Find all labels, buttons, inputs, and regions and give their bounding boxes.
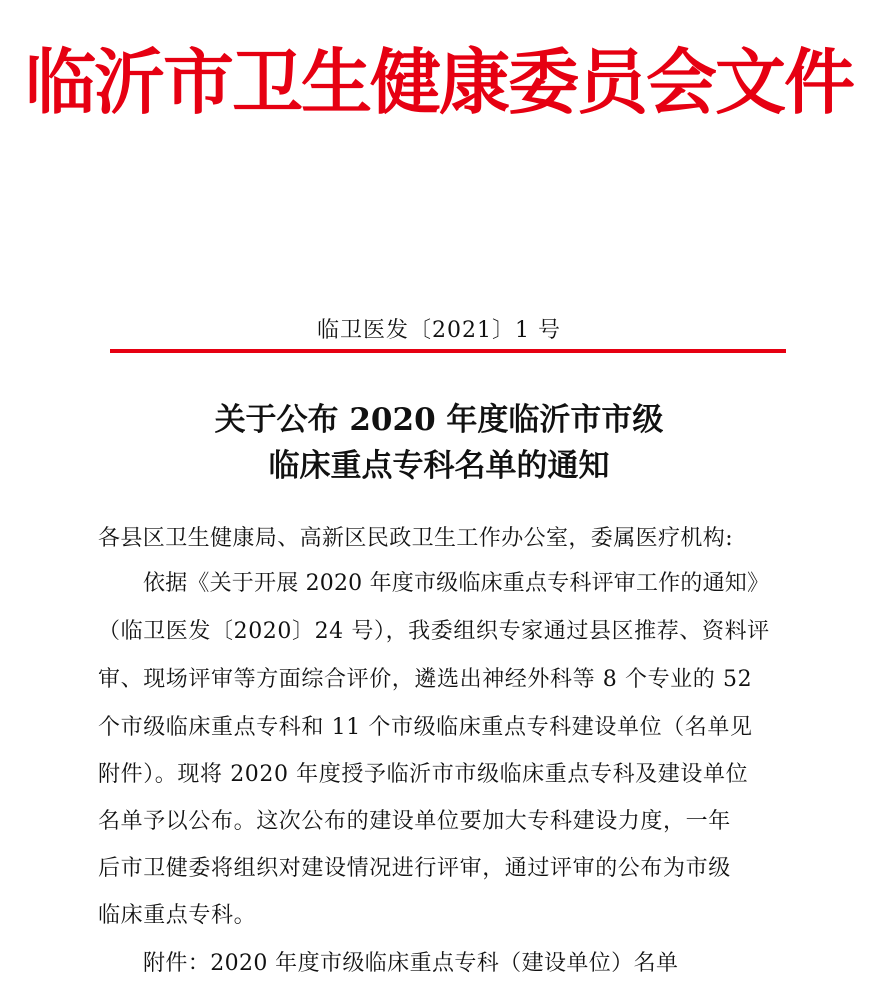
paragraph-line: 后市卫健委将组织对建设情况进行评审，通过评审的公布为市级 [98,856,731,881]
paragraph-line: （临卫医发〔2020〕24 号），我委组织专家通过县区推荐、资料评 [98,619,770,644]
paragraph-line: 个市级临床重点专科和 11 个市级临床重点专科建设单位（名单见 [98,715,753,740]
paragraph-line: 名单予以公布。这次公布的建设单位要加大专科建设力度，一年 [98,809,731,834]
document-number: 临卫医发〔2021〕1 号 [317,318,561,343]
document-header-title: 临沂市卫生健康委员会文件 [24,40,853,124]
salutation: 各县区卫生健康局、高新区民政卫生工作办公室，委属医疗机构: [98,526,734,551]
paragraph-line: 审、现场评审等方面综合评价，遴选出神经外科等 8 个专业的 52 [98,667,753,692]
paragraph-line: 附件）。现将 2020 年度授予临沂市市级临床重点专科及建设单位 [98,762,749,787]
attachment-note: 附件：2020 年度市级临床重点专科（建设单位）名单 [143,951,679,976]
paragraph-line: 依据《关于开展 2020 年度市级临床重点专科评审工作的通知》 [143,571,770,596]
red-separator-line [110,349,786,353]
paragraph-line: 临床重点专科。 [98,903,257,928]
notice-title-line-1: 关于公布 2020 年度临沂市市级 [214,402,664,438]
notice-title-line-2: 临床重点专科名单的通知 [268,448,610,484]
